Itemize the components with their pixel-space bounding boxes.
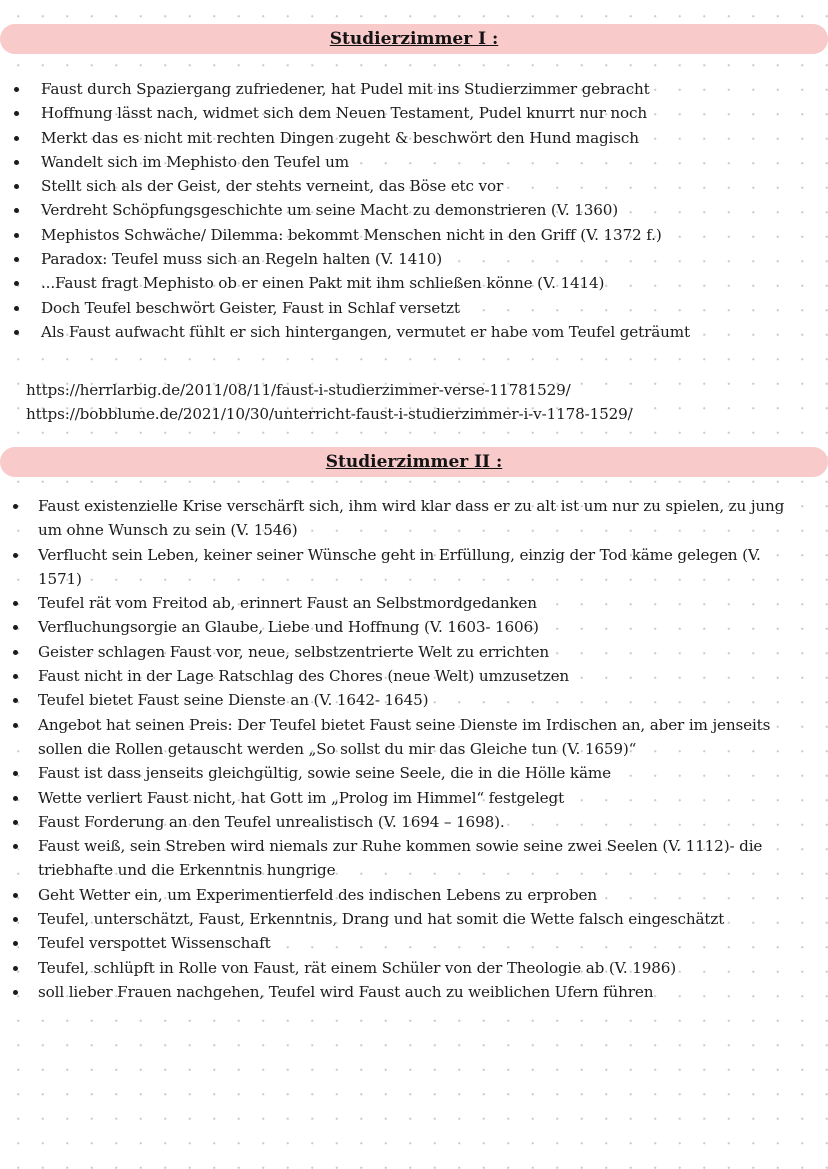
section-1-heading-banner xyxy=(0,24,828,54)
list-item: Angebot hat seinen Preis: Der Teufel bietet Faust seine Dienste im Irdischen an, aber im jenseits sollen die Rollen getauscht werden „So sollst du mir das Gleiche tun (V. 1659)“ xyxy=(38,713,790,762)
list-item: soll lieber Frauen nachgehen, Teufel wird Faust auch zu weiblichen Ufern führen xyxy=(38,980,790,1004)
list-item: Doch Teufel beschwört Geister, Faust in Schlaf versetzt xyxy=(41,296,690,320)
list-item: ...Faust fragt Mephisto ob er einen Pakt mit ihm schließen könne (V. 1414) xyxy=(41,271,690,295)
section-2-heading-banner xyxy=(0,447,828,477)
list-item: Verfluchungsorgie an Glaube, Liebe und Hoffnung (V. 1603- 1606) xyxy=(38,615,790,639)
list-item: Paradox: Teufel muss sich an Regeln halten (V. 1410) xyxy=(41,247,690,271)
list-item: Faust durch Spaziergang zufriedener, hat Pudel mit ins Studierzimmer gebracht xyxy=(41,77,690,101)
list-item: Verdreht Schöpfungsgeschichte um seine Macht zu demonstrieren (V. 1360) xyxy=(41,198,690,222)
list-item: Geister schlagen Faust vor, neue, selbstzentrierte Welt zu errichten xyxy=(38,640,790,664)
list-item: Teufel verspottet Wissenschaft xyxy=(38,931,790,955)
list-item: Hoffnung lässt nach, widmet sich dem Neuen Testament, Pudel knurrt nur noch xyxy=(41,101,690,125)
list-item: Faust ist dass jenseits gleichgültig, sowie seine Seele, die in die Hölle käme xyxy=(38,761,790,785)
section-1-heading: Studierzimmer I : xyxy=(329,29,499,49)
section-1-bullet-list xyxy=(41,77,690,344)
list-item: Als Faust aufwacht fühlt er sich hintergangen, vermutet er habe vom Teufel geträumt xyxy=(41,320,690,344)
list-item: Faust Forderung an den Teufel unrealistisch (V. 1694 – 1698). xyxy=(38,810,790,834)
list-item: Stellt sich als der Geist, der stehts verneint, das Böse etc vor xyxy=(41,174,690,198)
list-item: Mephistos Schwäche/ Dilemma: bekommt Menschen nicht in den Griff (V. 1372 f.) xyxy=(41,223,690,247)
list-item: Faust nicht in der Lage Ratschlag des Chores (neue Welt) umzusetzen xyxy=(38,664,790,688)
list-item: Teufel, unterschätzt, Faust, Erkenntnis, Drang und hat somit die Wette falsch eingeschätzt xyxy=(38,907,790,931)
source-link-herrlarbig[interactable]: https://herrlarbig.de/2011/08/11/faust-i-studierzimmer-verse-11781529/ xyxy=(26,381,571,399)
list-item: Faust weiß, sein Streben wird niemals zur Ruhe kommen sowie seine zwei Seelen (V. 1112)- die triebhafte und die Erkenntnis hungrige xyxy=(38,834,790,883)
list-item: Teufel bietet Faust seine Dienste an (V. 1642- 1645) xyxy=(38,688,790,712)
list-item: Merkt das es nicht mit rechten Dingen zugeht & beschwört den Hund magisch xyxy=(41,126,690,150)
list-item: Faust existenzielle Krise verschärft sich, ihm wird klar dass er zu alt ist um nur zu spielen, zu jung um ohne Wunsch zu sein (V. 1546) xyxy=(38,494,790,543)
source-link-bobblume[interactable]: https://bobblume.de/2021/10/30/unterricht-faust-i-studierzimmer-i-v-1178-1529/ xyxy=(26,405,633,424)
source-links xyxy=(26,378,633,427)
list-item: Wandelt sich im Mephisto den Teufel um xyxy=(41,150,690,174)
list-item: Teufel rät vom Freitod ab, erinnert Faust an Selbstmordgedanken xyxy=(38,591,790,615)
list-item: Verflucht sein Leben, keiner seiner Wünsche geht in Erfüllung, einzig der Tod käme gelegen (V. 1571) xyxy=(38,543,790,592)
section-2-heading: Studierzimmer II : xyxy=(325,452,503,472)
list-item: Teufel, schlüpft in Rolle von Faust, rät einem Schüler von der Theologie ab (V. 1986) xyxy=(38,956,790,980)
list-item: Wette verliert Faust nicht, hat Gott im „Prolog im Himmel“ festgelegt xyxy=(38,786,790,810)
list-item: Geht Wetter ein, um Experimentierfeld des indischen Lebens zu erproben xyxy=(38,883,790,907)
section-2-bullet-list xyxy=(38,494,790,1004)
